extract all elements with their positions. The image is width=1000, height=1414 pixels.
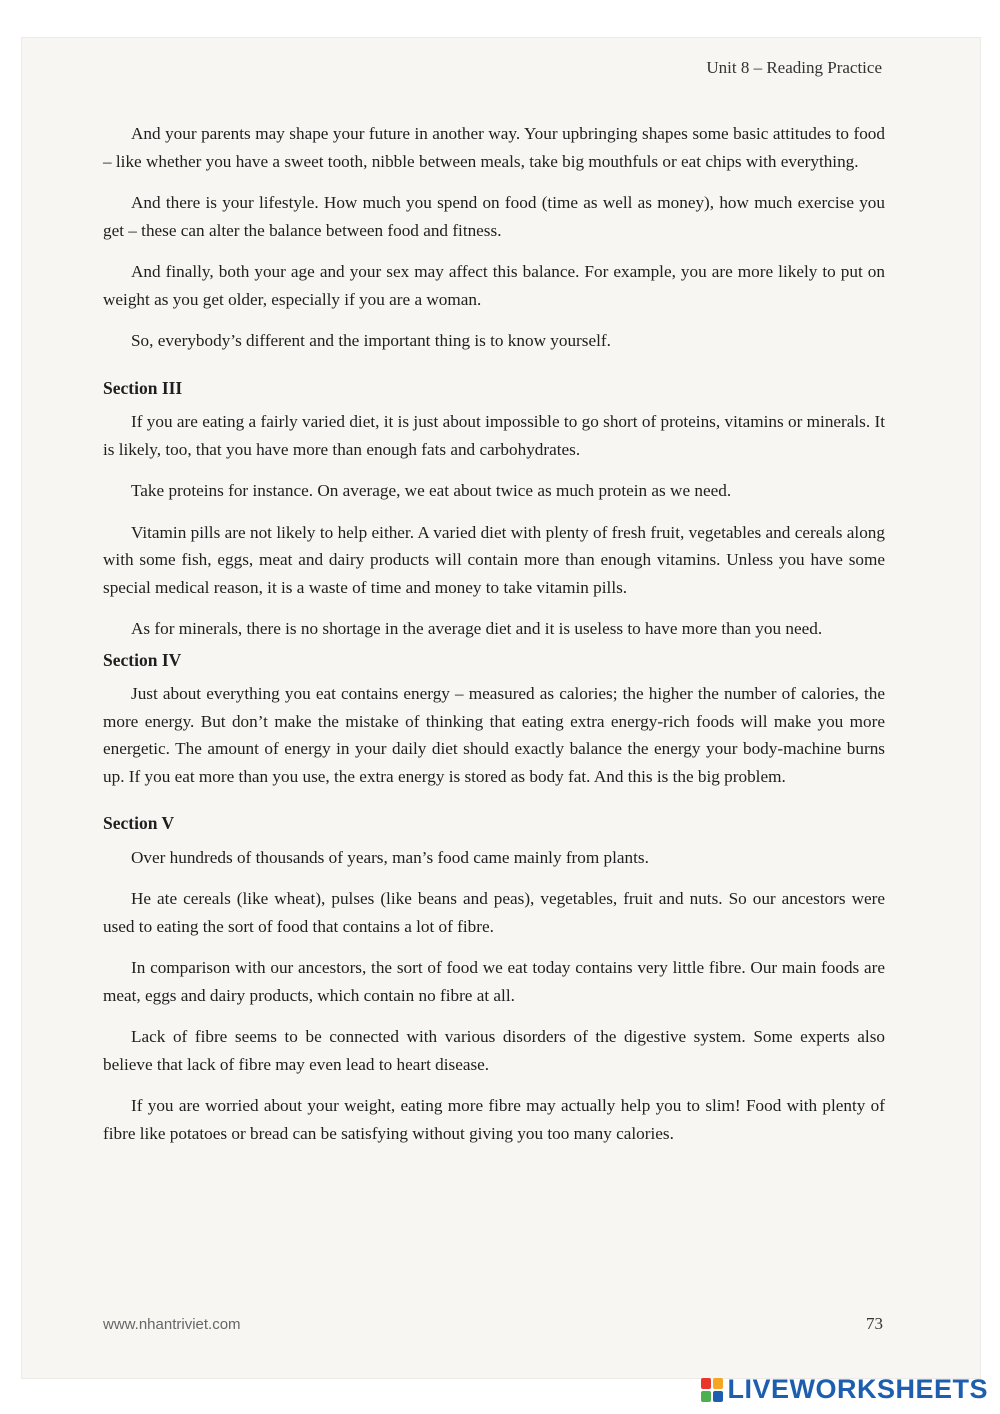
paragraph: And your parents may shape your future in another way. Your upbringing shapes some basic attitudes to food – like whether you have a sweet tooth, nibble between meals, take big mouthfuls or eat chips with everything.: [103, 124, 885, 171]
logo-square: [701, 1378, 711, 1389]
reading-passage: [103, 120, 885, 1161]
footer-url: www.nhantriviet.com: [103, 1316, 241, 1333]
logo-square: [701, 1391, 711, 1402]
page-number: 73: [866, 1314, 883, 1333]
section-heading: Section III: [103, 377, 183, 398]
paragraph: Vitamin pills are not likely to help either. A varied diet with plenty of fresh fruit, vegetables and cereals along with some fish, eggs, meat and dairy products will contain more than enough vitamins. Unless you have some special medical reason, it is a waste of time and money to take vitamin pills.: [103, 522, 885, 597]
paragraph: If you are worried about your weight, eating more fibre may actually help you to slim! Food with plenty of fibre like potatoes or bread can be satisfying without giving you too many calories.: [103, 1096, 885, 1143]
paragraph: And finally, both your age and your sex may affect this balance. For example, you are more likely to put on weight as you get older, especially if you are a woman.: [103, 262, 885, 309]
paragraph: As for minerals, there is no shortage in the average diet and it is useless to have more than you need.: [131, 619, 823, 638]
section-heading: Section V: [103, 813, 175, 833]
paragraph: Take proteins for instance. On average, we eat about twice as much protein as we need.: [131, 481, 732, 500]
paragraph: So, everybody’s different and the important thing is to know yourself.: [131, 331, 611, 350]
paragraph: In comparison with our ancestors, the sort of food we eat today contains very little fibre. Our main foods are meat, eggs and dairy products, which contain no fibre at all.: [103, 958, 885, 1005]
paragraph: And there is your lifestyle. How much you spend on food (time as well as money), how much exercise you get – these can alter the balance between food and fitness.: [103, 193, 885, 240]
paragraph: If you are eating a fairly varied diet, it is just about impossible to go short of proteins, vitamins or minerals. It is likely, too, that you have more than enough fats and carbohydrates.: [103, 412, 885, 459]
section-heading: Section IV: [103, 649, 182, 670]
paragraph: Over hundreds of thousands of years, man’s food came mainly from plants.: [131, 847, 649, 867]
liveworksheets-logo-icon: [701, 1378, 723, 1402]
paragraph: He ate cereals (like wheat), pulses (like beans and peas), vegetables, fruit and nuts. So our ancestors were used to eating the sort of food that contains a lot of fibre.: [103, 889, 885, 936]
paragraph: Just about everything you eat contains energy – measured as calories; the higher the number of calories, the more energy. But don’t make the mistake of thinking that eating extra energy-rich foods will make you more energetic. The amount of energy in your daily diet should exactly balance the energy your body-machine burns up. If you eat more than you use, the extra energy is stored as body fat. And this is the big problem.: [103, 684, 885, 786]
logo-square: [713, 1378, 723, 1389]
liveworksheets-brand[interactable]: [701, 1374, 988, 1405]
running-head: Unit 8 – Reading Practice: [706, 58, 882, 77]
brand-name: LIVEWORKSHEETS: [727, 1374, 988, 1404]
paragraph: Lack of fibre seems to be connected with various disorders of the digestive system. Some experts also believe that lack of fibre may even lead to heart disease.: [103, 1027, 885, 1074]
logo-square: [713, 1391, 723, 1402]
